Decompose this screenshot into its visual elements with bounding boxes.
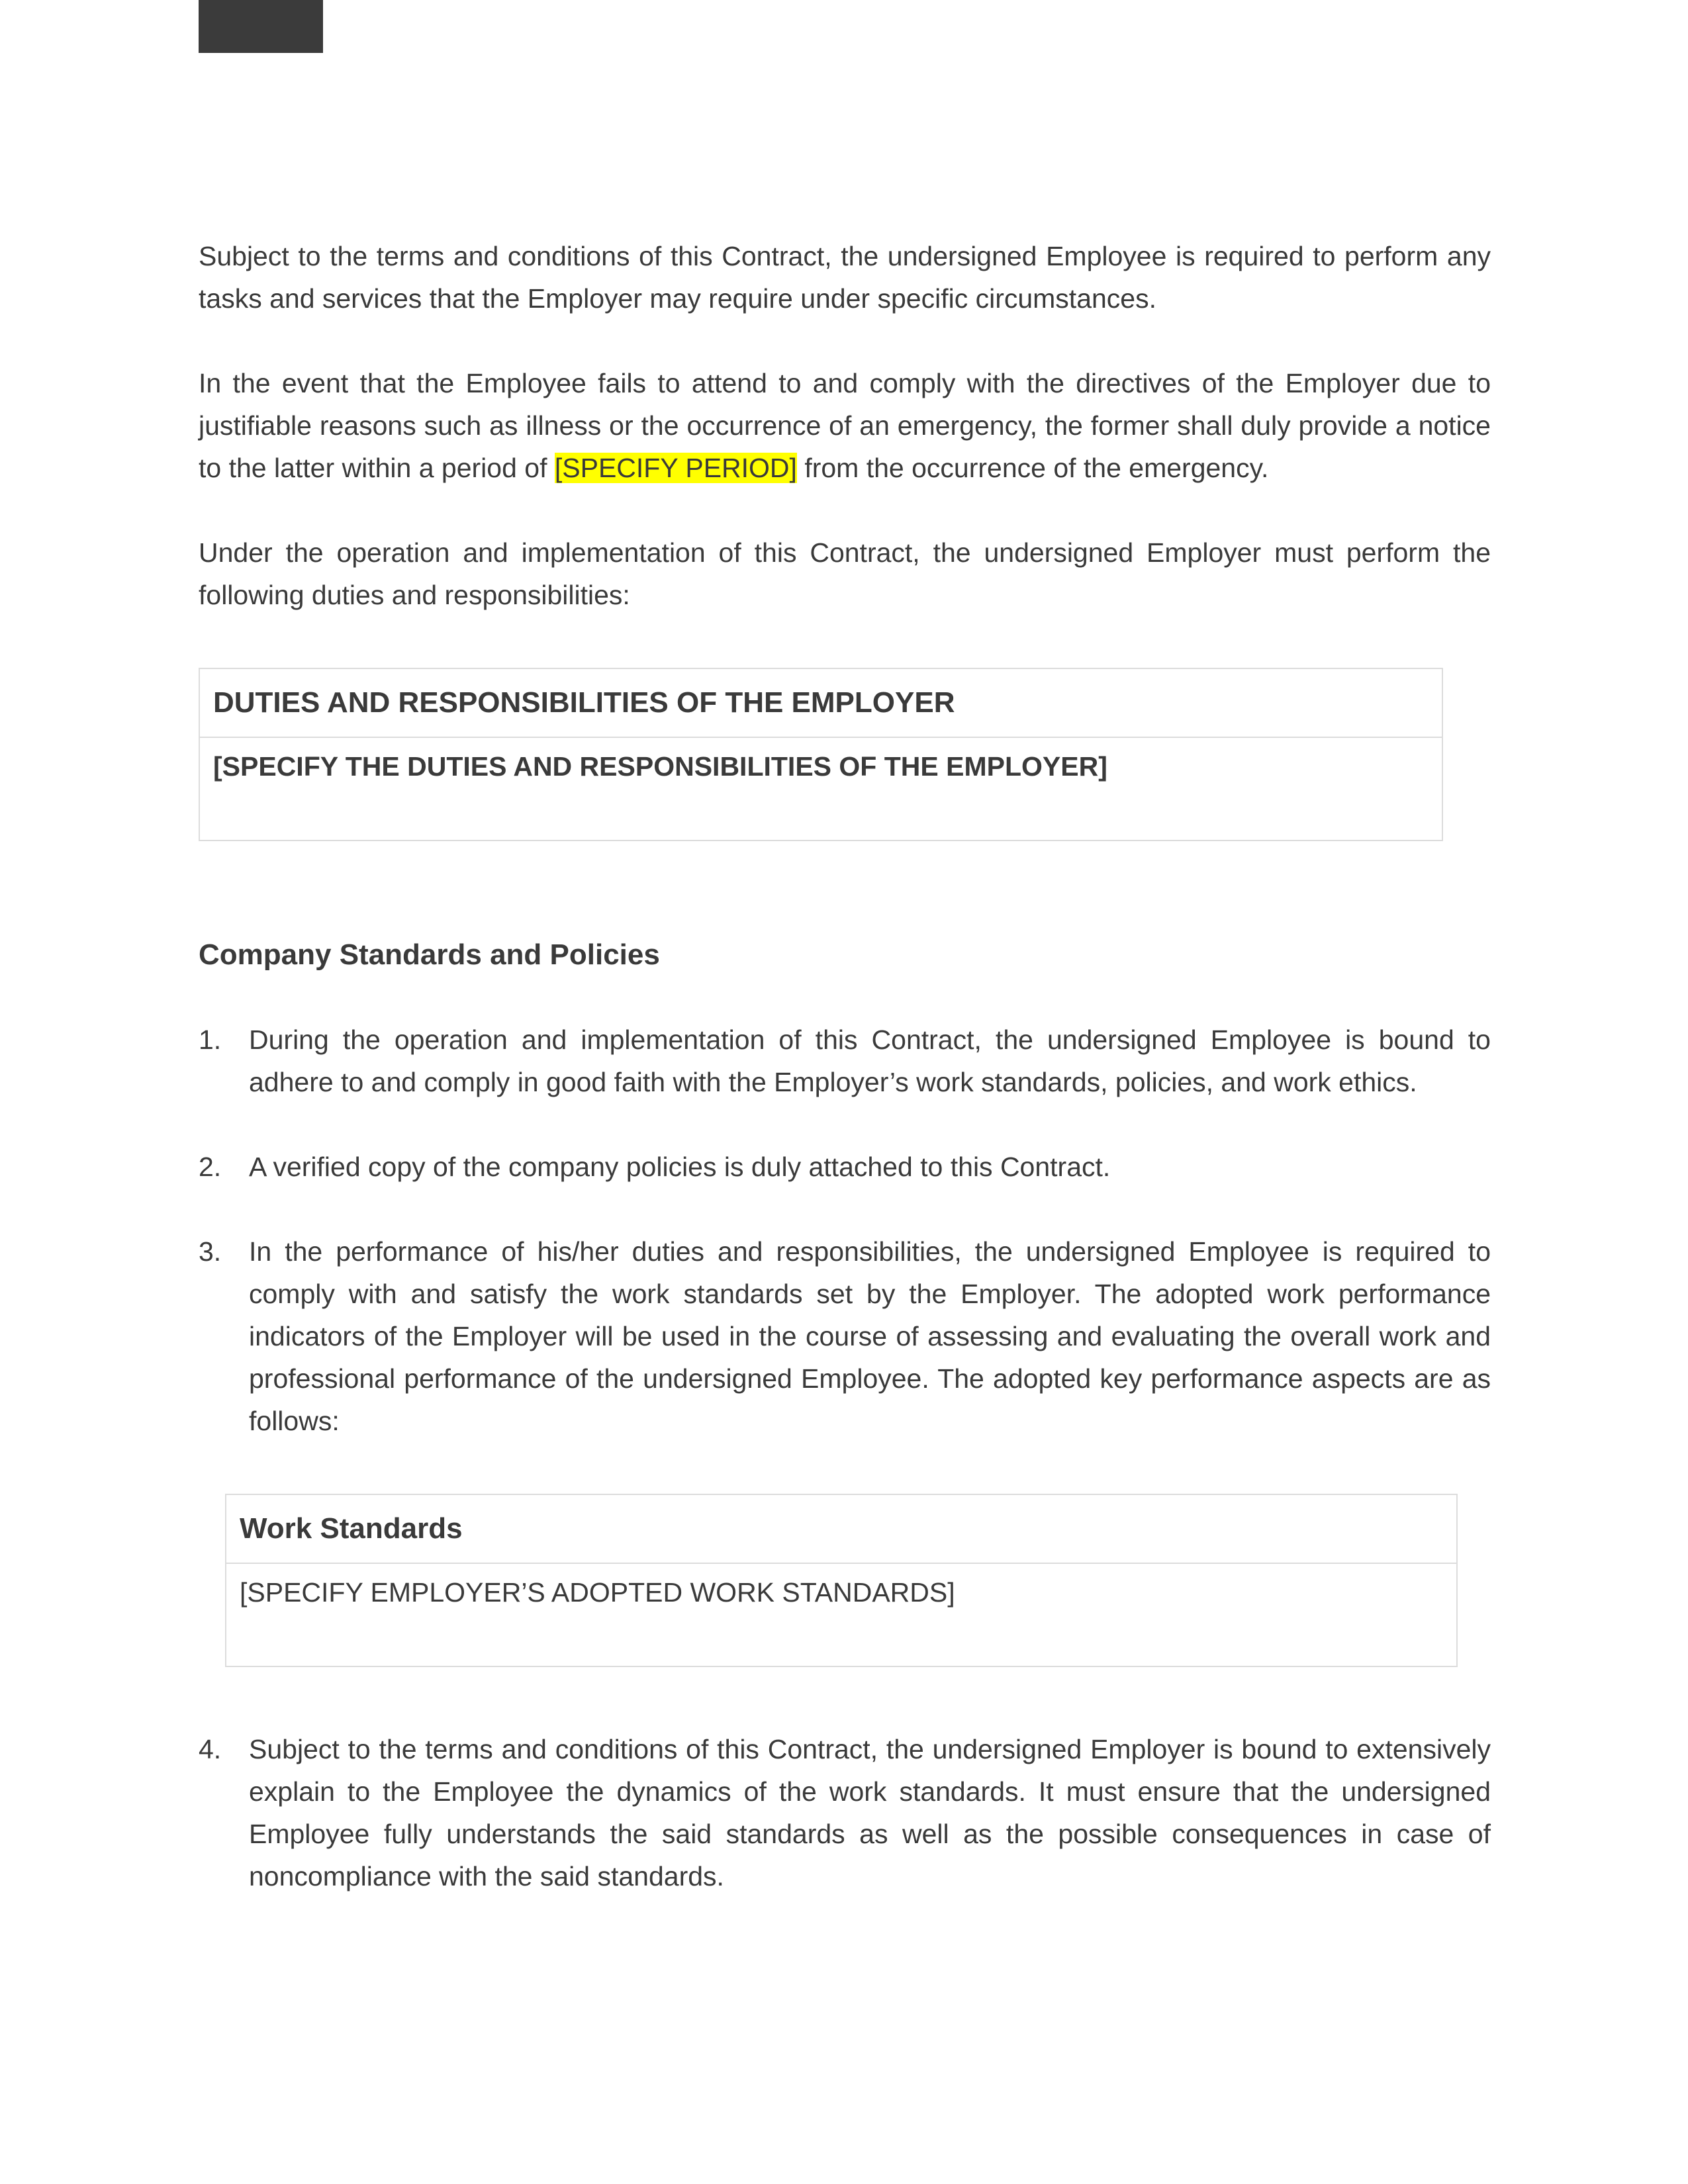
work-standards-table-header: Work Standards xyxy=(226,1494,1457,1563)
duties-table-header: DUTIES AND RESPONSIBILITIES OF THE EMPLOYER xyxy=(199,668,1442,737)
paragraph-employer-duties-intro: Under the operation and implementation of this Contract, the undersigned Employer must perform the following duties and responsibilities: xyxy=(199,537,1491,610)
paragraph-employee-tasks: Subject to the terms and conditions of this Contract, the undersigned Employee is required to perform any tasks and services that the Employer may require under specific circumstances. xyxy=(199,241,1491,314)
duties-table xyxy=(199,668,1443,841)
list-item xyxy=(199,1230,1491,1442)
paragraph-notice-text-1: In the event that the Employee fails to attend to and comply with the directives of the Employer due to justifiable reasons such as illness or the occurrence of an emergency, the former shall duly provide a notice to the latter within a period of xyxy=(199,368,1491,483)
paragraph-notice-period xyxy=(199,362,1491,489)
list-item-number: 1. xyxy=(199,1024,222,1055)
list-item-text: In the performance of his/her duties and responsibilities, the undersigned Employee is required to comply with and satisfy the work standards set by the Employer. The adopted work performance indicators of the Employer will be used in the course of assessing and evaluating the overall work and professional performance of the undersigned Employee. The adopted key performance aspects are as follows: xyxy=(249,1236,1491,1436)
list-item-text: Subject to the terms and conditions of this Contract, the undersigned Employer is bound to extensively explain to the Employee the dynamics of the work standards. It must ensure that the undersigned Employee fully understands the said standards as well as the possible consequences in case of noncompliance with the said standards. xyxy=(249,1734,1491,1891)
section-title: Company Standards and Policies xyxy=(199,938,660,971)
list-item xyxy=(199,1019,1491,1103)
list-item-number: 3. xyxy=(199,1236,222,1267)
document-body xyxy=(199,235,1491,1897)
list-item xyxy=(199,1146,1491,1188)
standards-list-continued xyxy=(199,1728,1491,1897)
list-item-number: 2. xyxy=(199,1152,222,1182)
header-decoration-block xyxy=(199,0,323,53)
work-standards-table-body: [SPECIFY EMPLOYER’S ADOPTED WORK STANDARDS] xyxy=(226,1563,1457,1666)
list-item xyxy=(199,1728,1491,1897)
specify-period-placeholder: [SPECIFY PERIOD] xyxy=(554,453,797,483)
list-item-text: A verified copy of the company policies is duly attached to this Contract. xyxy=(249,1152,1111,1182)
paragraph-notice-text-2: from the occurrence of the emergency. xyxy=(796,453,1269,483)
duties-table-body: [SPECIFY THE DUTIES AND RESPONSIBILITIES OF THE EMPLOYER] xyxy=(199,737,1442,841)
list-item-text: During the operation and implementation of this Contract, the undersigned Employee is bound to adhere to and comply in good faith with the Employer’s work standards, policies, and work ethics. xyxy=(249,1024,1491,1097)
list-item-number: 4. xyxy=(199,1734,222,1764)
work-standards-table xyxy=(225,1494,1458,1667)
standards-list xyxy=(199,1019,1491,1442)
